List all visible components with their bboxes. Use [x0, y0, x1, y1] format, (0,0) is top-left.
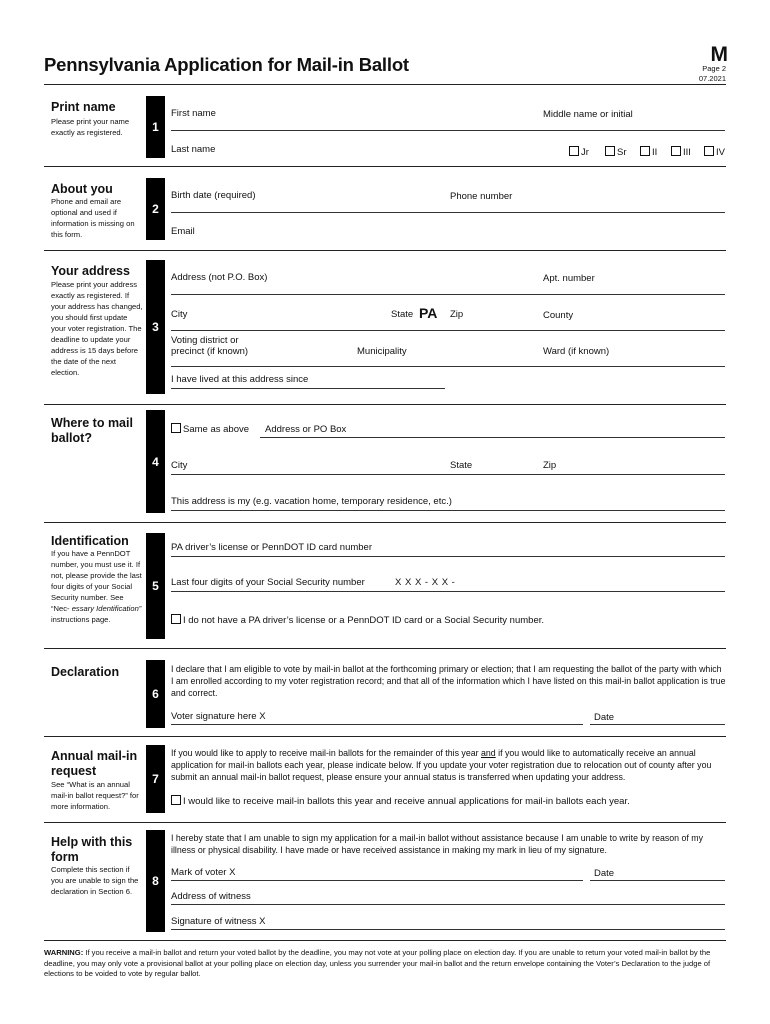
section-divider [44, 522, 726, 523]
phone-label: Phone number [450, 191, 513, 202]
birth-phone-line [171, 212, 725, 213]
suffix-ii[interactable] [640, 146, 657, 158]
ssn-line [171, 591, 725, 592]
mail-city-label: City [171, 460, 188, 471]
assistance-date-line [590, 880, 725, 881]
declaration-date-label: Date [594, 712, 615, 723]
zip-label: Zip [450, 309, 464, 320]
suffix-iv[interactable] [704, 146, 725, 158]
same-as-above-option[interactable] [171, 423, 249, 435]
section-3-description: Please print your address exactly as registered. If your address has changed, you should first update your voter registration. The deadline to update your address is 15 days before the date of the next election. [51, 280, 143, 377]
checkbox-icon[interactable] [640, 146, 650, 156]
voter-signature-line [171, 724, 583, 725]
assistance-text: I hereby state that I am unable to sign my application for a mail-in ballot without assistance because I am unable to write by reason of my illness or physical disability. I have made or have received assistance in making my mark in lieu of my signature. [171, 833, 704, 855]
section-4-heading-line-2: ballot? [51, 431, 92, 445]
section-6-heading: Declaration [51, 665, 120, 679]
voter-signature-label: Voter signature here X [171, 711, 266, 722]
lived-since-label: I have lived at this address since [171, 374, 309, 385]
middle-name-label: Middle name or initial [543, 109, 633, 120]
section-8-heading-line-1: Help with this [51, 835, 133, 849]
section-1-number: 1 [146, 96, 165, 158]
checkbox-icon[interactable] [569, 146, 579, 156]
suffix-sr[interactable] [605, 146, 627, 158]
suffix-ii-label: II [652, 147, 658, 158]
suffix-jr-label: Jr [581, 147, 589, 158]
voting-district-label: Voting district or [171, 335, 239, 346]
checkbox-icon[interactable] [704, 146, 714, 156]
section-1-heading: Print name [51, 100, 116, 114]
annual-text-end: if you would like to automatically receive an annual application for mail-in ballots each year, please indicate below. If you update your voter registration due to relocation out of county after you submit an annual mail-in ballot request, please ensure your annual status is transferred when updating your address. [171, 748, 712, 782]
no-id-option[interactable] [171, 614, 544, 626]
state-value: PA [419, 305, 438, 321]
form-title: Pennsylvania Application for Mail-in Ballot [44, 54, 409, 75]
assistance-date-label: Date [594, 868, 615, 879]
address-line [171, 294, 725, 295]
section-divider [44, 736, 726, 737]
section-5-desc-text: If you have a PennDOT number, you must use it. If not, please provide the last four digits of your Social Security number. See “Nec- [51, 549, 142, 613]
witness-address-line [171, 904, 725, 905]
section-6-number: 6 [146, 660, 165, 728]
section-2-number: 2 [146, 178, 165, 240]
mail-city-line [171, 474, 725, 475]
section-4-heading [51, 416, 133, 446]
annual-request-option[interactable] [171, 795, 630, 807]
witness-signature-line [171, 929, 725, 930]
checkbox-icon[interactable] [171, 423, 181, 433]
last-name-label: Last name [171, 144, 216, 155]
declaration-text: I declare that I am eligible to vote by mail-in ballot at the forthcoming primary or election; that I am requesting the ballot of the party with which I am enrolled according to my voter registration record; and that all of the information which I have listed on this mail-in ballot application is true and correct. [171, 664, 726, 698]
suffix-iii[interactable] [671, 146, 691, 158]
witness-address-label: Address of witness [171, 891, 251, 902]
annual-request-label: I would like to receive mail-in ballots this year and receive annual applications for mail-in ballots each year. [183, 796, 630, 807]
section-5-description [51, 548, 143, 625]
checkbox-icon[interactable] [171, 614, 181, 624]
license-label: PA driver’s license or PennDOT ID card number [171, 542, 372, 553]
suffix-iv-label: IV [716, 147, 725, 158]
section-7-heading-line-2: request [51, 764, 97, 778]
checkbox-icon[interactable] [605, 146, 615, 156]
section-5-heading: Identification [51, 534, 129, 548]
mail-note-line [171, 510, 725, 511]
section-divider [44, 940, 726, 941]
section-divider [44, 822, 726, 823]
section-3-number: 3 [146, 260, 165, 394]
section-8-heading-line-2: form [51, 850, 79, 864]
district-line [171, 366, 725, 367]
voting-district-label-2: precinct (if known) [171, 346, 249, 357]
checkbox-icon[interactable] [671, 146, 681, 156]
apt-label: Apt. number [543, 273, 595, 284]
city-line [171, 330, 725, 331]
mail-address-note: This address is my (e.g. vacation home, temporary residence, etc.) [171, 496, 452, 507]
section-7-description: See “What is an annual mail-in ballot request?” for more information. [51, 780, 139, 811]
mail-zip-label: Zip [543, 460, 557, 471]
annual-text-and: and [481, 748, 496, 758]
address-label: Address (not P.O. Box) [171, 272, 268, 283]
city-label: City [171, 309, 188, 320]
lived-since-line [171, 388, 445, 389]
ssn-mask: X X X - X X - [395, 577, 456, 588]
checkbox-icon[interactable] [171, 795, 181, 805]
section-4-heading-line-1: Where to mail [51, 416, 133, 430]
section-8-description: Complete this section if you are unable to sign the declaration in Section 6. [51, 865, 139, 896]
section-2-heading: About you [51, 182, 113, 196]
mail-state-label: State [450, 460, 473, 471]
first-name-label: First name [171, 108, 216, 119]
name-line-1 [171, 130, 725, 131]
section-7-number: 7 [146, 745, 165, 813]
mail-address-label: Address or PO Box [265, 424, 347, 435]
revision-date: 07.2021 [698, 74, 726, 83]
warning-body: If you receive a mail-in ballot and return your voted ballot by the deadline, you may not vote at your polling place on election day. If you are unable to return your voted mail-in ballot by the deadline, you may only vote a provisional ballot at your polling place on election day, unless you surrender your mail-in ballot and the return envelope containing the Voter’s Declaration to the judge of elections to be voided to vote by regular ballot. [44, 948, 711, 978]
birth-date-label: Birth date (required) [171, 190, 256, 201]
same-as-above-label: Same as above [183, 424, 250, 435]
voter-mark-label: Mark of voter X [171, 867, 236, 878]
suffix-iii-label: III [683, 147, 691, 158]
header-rule [44, 84, 726, 85]
section-divider [44, 166, 726, 167]
municipality-label: Municipality [357, 346, 407, 357]
state-label: State [391, 309, 414, 320]
annual-request-text [171, 747, 726, 783]
annual-text-start: If you would like to apply to receive mail-in ballots for the remainder of this year [171, 748, 481, 758]
section-2-description: Phone and email are optional and used if information is missing on this form. [51, 197, 135, 239]
witness-signature-label: Signature of witness X [171, 916, 266, 927]
voter-mark-line [171, 880, 583, 881]
section-divider [44, 250, 726, 251]
warning-label: WARNING: [44, 948, 84, 957]
section-divider [44, 648, 726, 649]
section-7-heading-line-1: Annual mail-in [51, 749, 138, 763]
section-3-heading: Your address [51, 264, 130, 278]
section-4-number: 4 [146, 410, 165, 513]
ward-label: Ward (if known) [543, 346, 610, 357]
section-1-description: Please print your name exactly as registered. [51, 117, 130, 137]
email-label: Email [171, 226, 195, 237]
section-8-number: 8 [146, 830, 165, 932]
section-7-heading [51, 749, 137, 779]
ssn-label: Last four digits of your Social Security number [171, 577, 365, 588]
page-info [699, 64, 726, 84]
suffix-sr-label: Sr [617, 147, 627, 158]
no-id-label: I do not have a PA driver’s license or a PennDOT ID card or a Social Security number. [183, 615, 545, 626]
license-line [171, 556, 725, 557]
form-letter: M [710, 43, 728, 66]
declaration-date-line [590, 724, 725, 725]
section-8-heading [51, 835, 132, 865]
section-5-desc-italic: essary Identification” [71, 604, 142, 613]
section-5-desc-end: instructions page. [51, 615, 111, 624]
section-divider [44, 404, 726, 405]
county-label: County [543, 310, 574, 321]
section-5-number: 5 [146, 533, 165, 639]
page-number: Page 2 [702, 64, 726, 73]
mail-address-line [260, 437, 725, 438]
warning-text [44, 948, 724, 980]
suffix-jr[interactable] [569, 146, 589, 158]
